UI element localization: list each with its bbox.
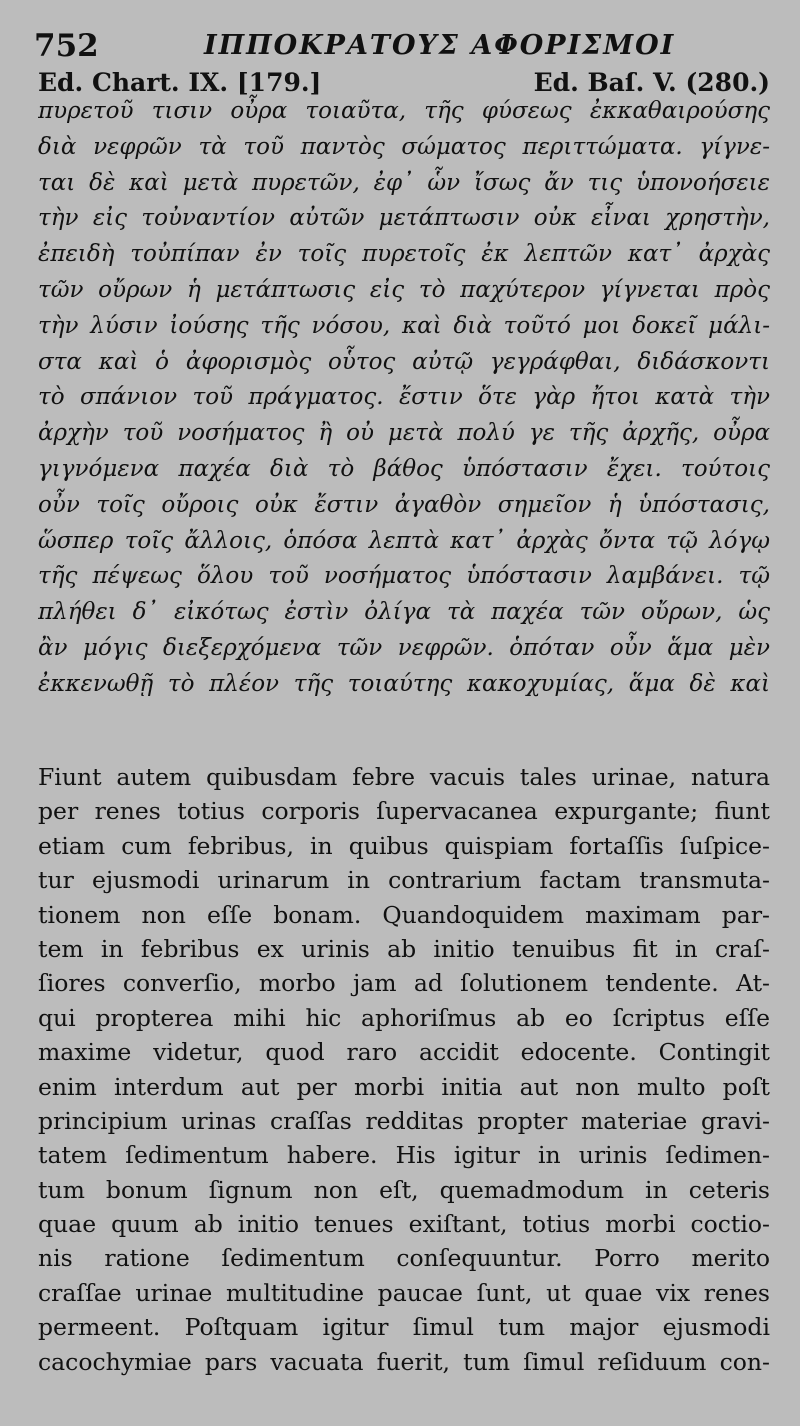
latin-text-block <box>38 760 770 1379</box>
greek-text-line: γιγνόμενα παχέα διὰ τὸ βάθος ὑπόστασιν ἔχει. τούτοις <box>38 455 770 482</box>
latin-text-line: tem in febribus ex urinis ab initio tenuibus fit in craſ- <box>38 934 770 963</box>
latin-text-line: enim interdum aut per morbi initia aut non multo poſt <box>38 1072 770 1101</box>
latin-text-line: cacochymiae pars vacuata fuerit, tum ſimul reſiduum con- <box>38 1347 770 1376</box>
latin-text-line: principium urinas craſſas redditas propter materiae gravi- <box>38 1106 770 1135</box>
latin-text-line: per renes totius corporis ſupervacanea expurgante; fiunt <box>38 797 770 826</box>
latin-text-line: maxime videtur, quod raro accidit edocente. Contingit <box>38 1038 770 1067</box>
greek-text-line: ἐκκενωθῇ τὸ πλέον τῆς τοιαύτης κακοχυμίας, ἅμα δὲ καὶ <box>38 670 770 697</box>
latin-text-line: tatem ſedimentum habere. His igitur in urinis ſedimen- <box>38 1141 770 1170</box>
greek-text-line: πλήθει δ᾽ εἰκότως ἐστὶν ὀλίγα τὰ παχέα τῶν οὔρων, ὡς <box>38 599 770 626</box>
edition-reference-chart: Ed. Chart. IX. [179.] <box>38 68 322 97</box>
latin-text-line: etiam cum febribus, in quibus quispiam fortaſſis ſuſpice- <box>38 831 770 860</box>
greek-text-line: στα καὶ ὁ ἀφορισμὸς οὗτος αὐτῷ γεγράφθαι, διδάσκοντι <box>38 348 770 375</box>
greek-text-block <box>38 94 770 703</box>
running-title: ΙΠΠΟΚΡΑΤΟΥΣ ΑΦΟΡΙΣΜΟΙ <box>204 30 676 61</box>
greek-text-line: τῆς πέψεως ὅλου τοῦ νοσήματος ὑπόστασιν λαμβάνει. τῷ <box>38 563 770 590</box>
greek-text-line: οὖν τοῖς οὔροις οὐκ ἔστιν ἀγαθὸν σημεῖον ἡ ὑπόστασις, <box>38 491 770 518</box>
latin-text-line: quae quum ab initio tenues exiſtant, totius morbi coctio- <box>38 1210 770 1239</box>
latin-text-line: qui propterea mihi hic aphoriſmus ab eo ſcriptus eſſe <box>38 1003 770 1032</box>
page-header <box>34 28 770 64</box>
greek-text-line: ἐπειδὴ τοὐπίπαν ἐν τοῖς πυρετοῖς ἐκ λεπτῶν κατ᾽ ἀρχὰς <box>38 241 770 268</box>
greek-text-line: τῶν οὔρων ἡ μετάπτωσις εἰς τὸ παχύτερον γίγνεται πρὸς <box>38 276 770 303</box>
latin-text-line: Fiunt autem quibusdam febre vacuis tales urinae, natura <box>38 763 770 791</box>
latin-text-line: ſiores converſio, morbo jam ad ſolutionem tendente. At- <box>38 969 770 998</box>
greek-text-line: τὴν εἰς τοὐναντίον αὐτῶν μετάπτωσιν οὐκ εἶναι χρηστὴν, <box>38 205 770 232</box>
greek-text-line: ται δὲ καὶ μετὰ πυρετῶν, ἐφ᾽ ὧν ἴσως ἄν τις ὑπονοήσειε <box>38 169 770 196</box>
greek-text-line: τὴν λύσιν ἰούσης τῆς νόσου, καὶ διὰ τοῦτό μοι δοκεῖ μάλι- <box>38 312 770 339</box>
greek-text-line: διὰ νεφρῶν τὰ τοῦ παντὸς σώματος περιττώματα. γίγνε- <box>38 133 770 160</box>
greek-text-line: ἂν μόγις διεξερχόμενα τῶν νεφρῶν. ὁπόταν οὖν ἅμα μὲν <box>38 634 770 661</box>
greek-text-line: πυρετοῦ τισιν οὖρα τοιαῦτα, τῆς φύσεως ἐκκαθαιρούσης <box>38 98 770 124</box>
latin-text-line: permeent. Poſtquam igitur ſimul tum major ejusmodi <box>38 1313 770 1342</box>
greek-text-line: ἀρχὴν τοῦ νοσήματος ἢ οὐ μετὰ πολύ γε τῆς ἀρχῆς, οὖρα <box>38 420 770 447</box>
greek-text-line: ὥσπερ τοῖς ἄλλοις, ὁπόσα λεπτὰ κατ᾽ ἀρχὰς ὄντα τῷ λόγῳ <box>38 527 770 554</box>
page-number: 752 <box>34 28 99 64</box>
latin-text-line: nis ratione ſedimentum conſequuntur. Porro merito <box>38 1244 770 1273</box>
greek-text-line: τὸ σπάνιον τοῦ πράγματος. ἔστιν ὅτε γὰρ ἤτοι κατὰ τὴν <box>38 384 770 411</box>
latin-text-line: craſſae urinae multitudine paucae ſunt, ut quae vix renes <box>38 1278 770 1307</box>
latin-text-line: tur ejusmodi urinarum in contrarium factam transmuta- <box>38 866 770 895</box>
latin-text-line: tionem non eſſe bonam. Quandoquidem maximam par- <box>38 900 770 929</box>
latin-text-line: tum bonum ſignum non eſt, quemadmodum in ceteris <box>38 1175 770 1204</box>
edition-reference-basel: Ed. Baſ. V. (280.) <box>533 68 770 97</box>
